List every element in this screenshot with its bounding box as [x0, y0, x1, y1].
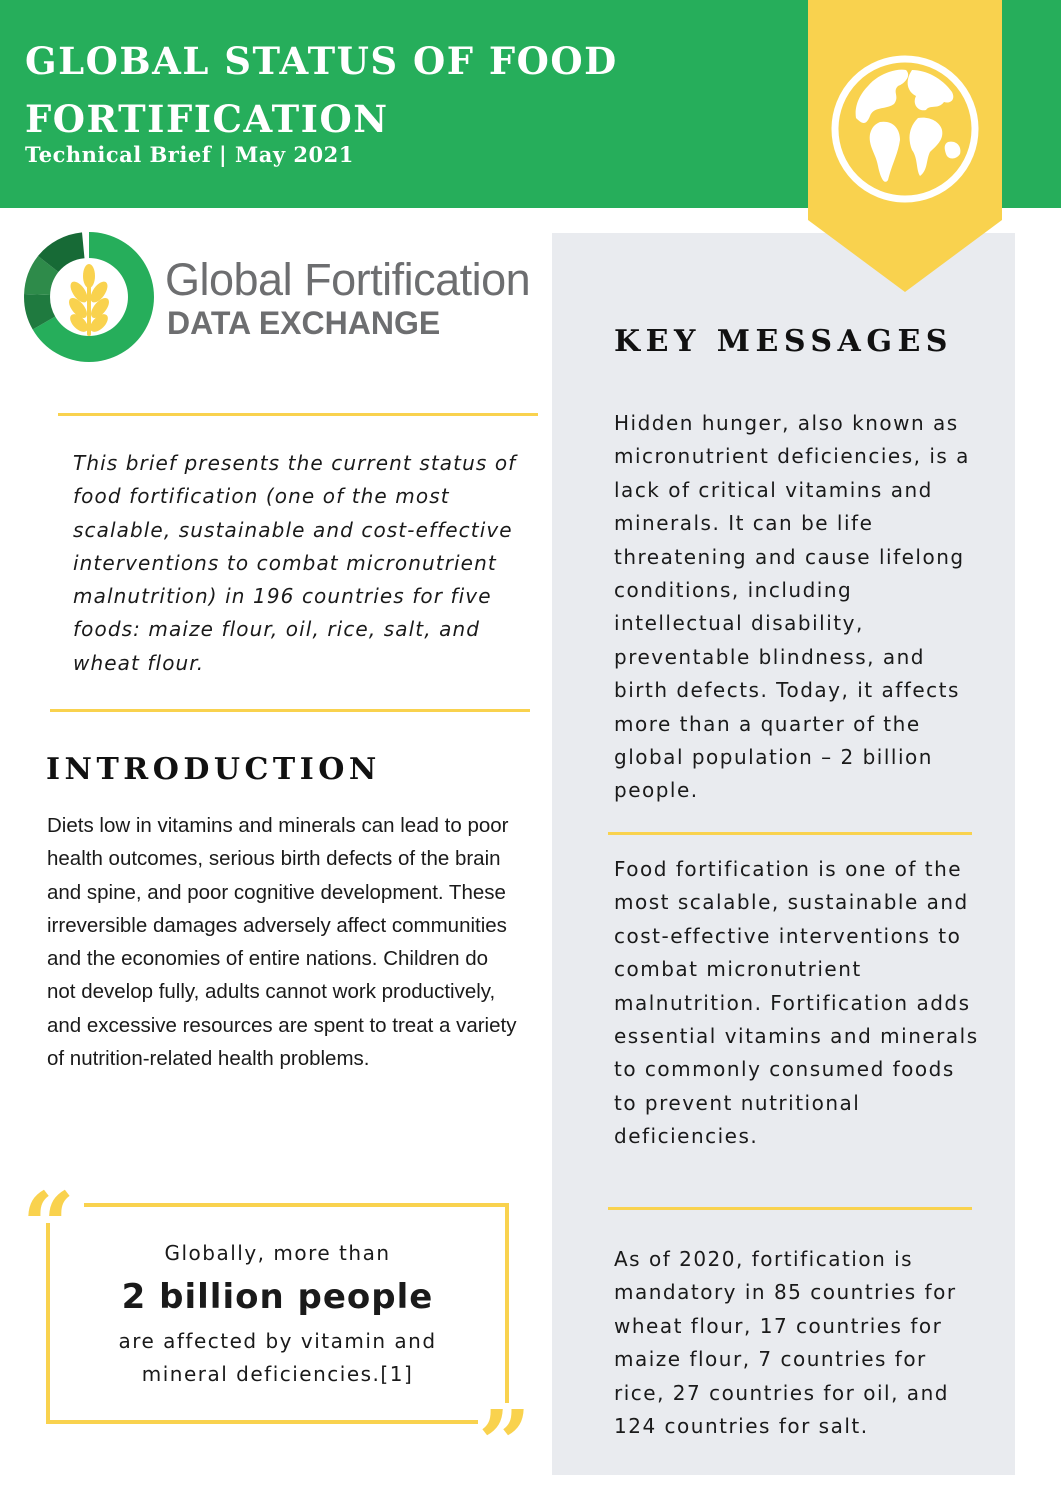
key-messages-heading: KEY MESSAGES [614, 324, 953, 359]
close-quote-icon: ” [478, 1390, 531, 1498]
introduction-heading: INTRODUCTION [46, 752, 381, 787]
gfdx-logo [24, 232, 154, 362]
divider-line [58, 413, 538, 416]
key-message-3: As of 2020, fortification is mandatory in 85 countries for wheat flour, 17 countries for maize flour, 7 countries for rice, 27 countries for oil, and 124 countries for salt. [614, 1247, 957, 1439]
quote-intro: Globally, more than [164, 1241, 391, 1265]
quote-highlight: 2 billion people [121, 1277, 434, 1317]
open-quote-icon: “ [22, 1172, 75, 1280]
logo-text-primary: Global Fortification [165, 254, 531, 305]
divider-line [608, 832, 972, 835]
quote-detail: are affected by vitamin and mineral deficiencies.[1] [118, 1329, 437, 1387]
divider-line [608, 1207, 972, 1210]
page-subtitle: Technical Brief | May 2021 [25, 142, 354, 167]
summary-text: This brief presents the current status of food fortification (one of the most scalable, sustainable and cost-effective interventions to combat micronutrient malnutrition) in 196 countries for five foods: maize flour, oil, rice, salt, and wheat flour. [73, 451, 517, 675]
key-message-1: Hidden hunger, also known as micronutrient deficiencies, is a lack of critical vitamins and minerals. It can be life threatening and cause lifelong conditions, including intellectual disability, preventable blindness, and birth defects. Today, it affects more than a quarter of the global population – 2 billion people. [614, 411, 970, 803]
page-title: GLOBAL STATUS OF FOOD FORTIFICATION [25, 39, 618, 141]
key-message-2: Food fortification is one of the most scalable, sustainable and cost-effective interventions to combat micronutrient malnutrition. Fortification adds essential vitamins and minerals to commonly consumed foods to prevent nutritional deficiencies. [614, 857, 979, 1149]
logo-text-secondary: DATA EXCHANGE [167, 305, 441, 341]
introduction-body: Diets low in vitamins and minerals can lead to poor health outcomes, serious birth defects of the brain and spine, and poor cognitive development. These irreversible damages adversely affect communities and the economies of entire nations. Children do not develop fully, adults cannot work productively, and excessive resources are spent to treat a variety of nutrition-related health problems. [47, 814, 517, 1071]
ribbon-badge [808, 0, 1002, 292]
divider-line [50, 709, 530, 712]
wheat-icon [66, 264, 113, 336]
